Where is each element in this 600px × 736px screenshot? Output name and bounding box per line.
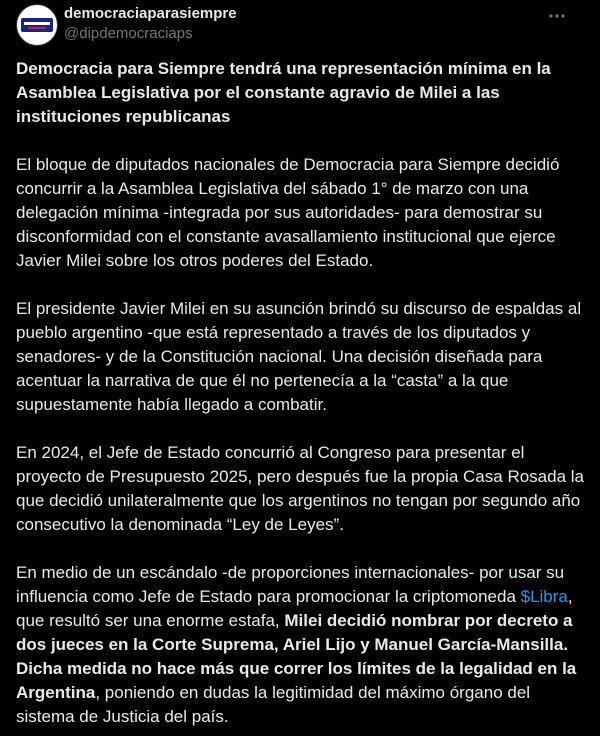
avatar[interactable]	[16, 4, 58, 46]
party-logo-icon	[21, 18, 53, 32]
paragraph-4-text-2: , que resultó ser una enorme estafa,	[16, 587, 573, 630]
tweet-paragraph-4	[16, 561, 584, 729]
paragraph-4-text-3: , poniendo en dudas la legitimidad del máximo órgano del sistema de Justicia del país.	[16, 683, 531, 726]
tweet-paragraph-1: El bloque de diputados nacionales de Democracia para Siempre decidió concurrir a la Asamblea Legislativa del sábado 1° de marzo con una delegación mínima -integrada por sus autoridades- para demostrar su disconformidad con el constante avasallamiento institucional que ejerce Javier Milei sobre los otros poderes del Estado.	[16, 155, 560, 270]
cashtag-libra-link[interactable]: $Libra	[520, 587, 568, 606]
author-display-name[interactable]: democraciaparasiempre	[64, 5, 237, 22]
tweet-text	[16, 57, 584, 729]
tweet-header	[16, 0, 584, 60]
tweet-paragraph-2: El presidente Javier Milei en su asunción brindó su discurso de espaldas al pueblo argentino -que está representado a través de los diputados y senadores- y de la Constitución nacional. Una decisión diseñada para acentuar la narrativa de que él no pertenecía a la “casta” a la que supuestamente había llegado a combatir.	[16, 299, 582, 414]
tweet-paragraph-3: En 2024, el Jefe de Estado concurrió al Congreso para presentar el proyecto de Presupuesto 2025, pero después fue la propia Casa Rosada la que decidió unilateralmente que los argentinos no tengan por segundo año consecutivo la denominada “Ley de Leyes”.	[16, 443, 584, 534]
more-horizontal-icon[interactable]	[544, 6, 570, 26]
author-block	[64, 4, 237, 44]
paragraph-4-text-1: En medio de un escándalo -de proporciones internacionales- por usar su influencia como Jefe de Estado para promocionar la criptomoneda	[16, 563, 565, 606]
paragraph-4-bold-text: Milei decidió nombrar por decreto a dos jueces en la Corte Suprema, Ariel Lijo y Manuel García-Mansilla. Dicha medida no hace más que correr los límites de la legalidad en la Argentina	[16, 611, 577, 702]
author-handle[interactable]: @dipdemocraciaps	[64, 25, 193, 42]
tweet-title: Democracia para Siempre tendrá una representación mínima en la Asamblea Legislativa por el constante agravio de Milei a las instituciones republicanas	[16, 59, 551, 126]
